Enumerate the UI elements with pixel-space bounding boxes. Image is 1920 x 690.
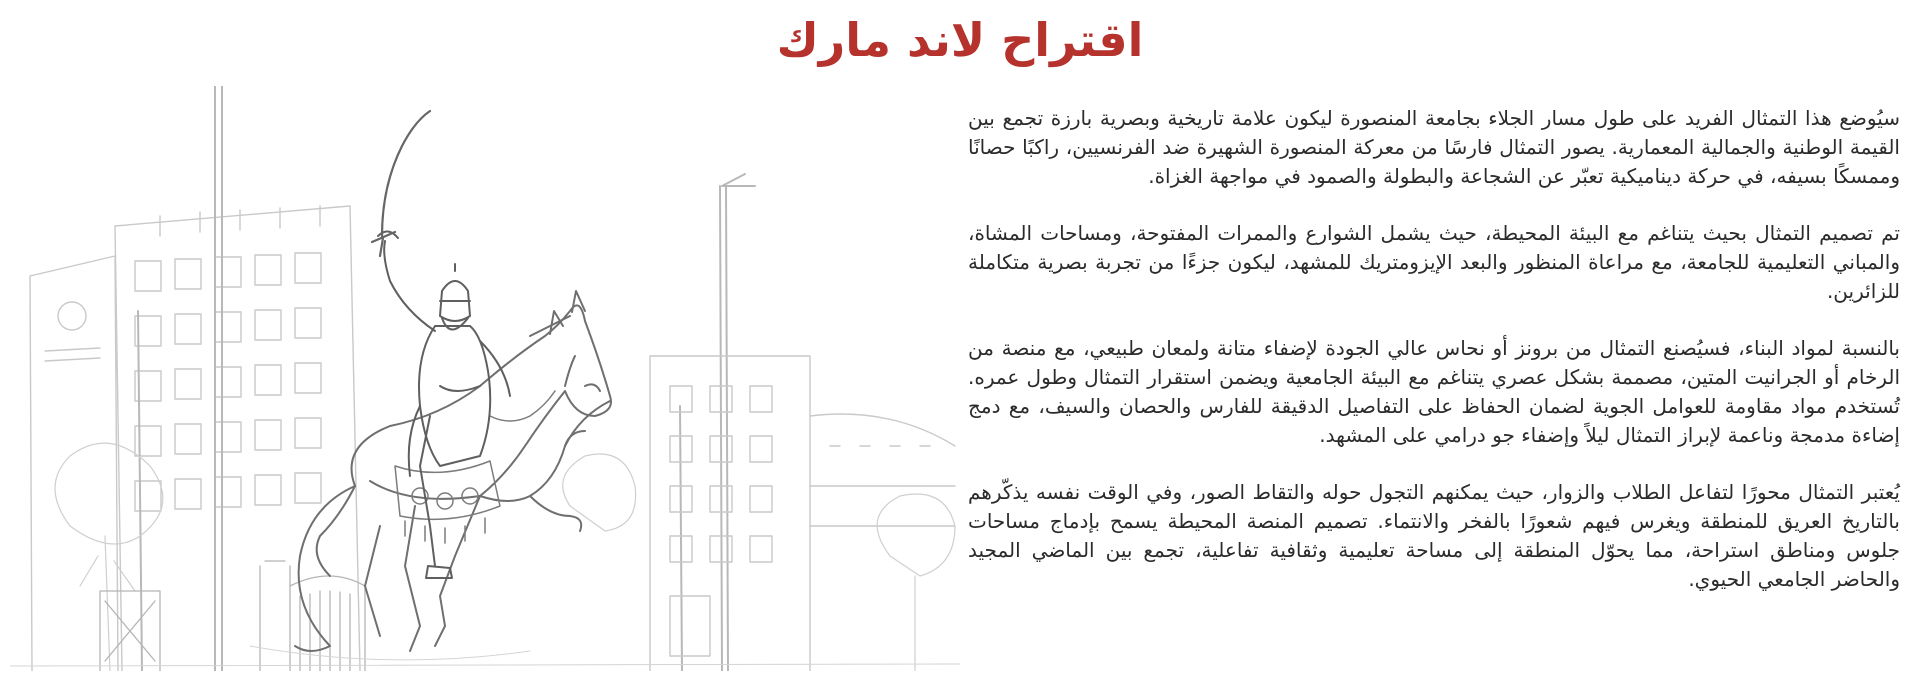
light-poles — [138, 86, 755, 671]
rider — [378, 231, 510, 578]
campus-building-right — [650, 356, 955, 671]
paragraph-location: سيُوضع هذا التمثال الفريد على طول مسار الجلاء بجامعة المنصورة ليكون علامة تاريخية وبصرية بارزة تجمع بين القيمة الوطنية والجمالية المعمارية. يصور التمثال فارسًا من معركة المنصورة الشهيرة ضد الفرنسيين، راكبًا حصانًا وممسكًا بسيفه، في حركة ديناميكية تعبّر عن الشجاعة والبطولة والصمود في مواجهة الغزاة. — [968, 106, 1900, 188]
page-title: اقتراح لاند مارك — [776, 13, 1144, 67]
paragraph-interaction: يُعتبر التمثال محورًا لتفاعل الطلاب والزوار، حيث يمكنهم التجول حوله والتقاط الصور، وفي الوقت نفسه يذكّرهم بالتاريخ العريق للمنطقة ويغرس فيهم شعورًا بالفخر والانتماء. تصميم المنصة المحيطة يسمح بإدماج مساحات جلوس ومناطق استراحة، مما يحوّل المنطقة إلى مساحة تعليمية وثقافية تفاعلية، تجمع بين الماضي المجيد والحاضر الجامعي الحيوي. — [968, 480, 1900, 591]
ground — [10, 646, 960, 666]
description-text — [968, 104, 1900, 622]
gate — [100, 561, 365, 671]
saddle-decorations — [395, 391, 555, 543]
equestrian-statue-sketch-icon — [10, 86, 960, 671]
paragraph-design: تم تصميم التمثال بحيث يتناغم مع البيئة المحيطة، حيث يشمل الشوارع والممرات المفتوحة، ومساحات المشاة، والمباني التعليمية للجامعة، مع مراعاة المنظور والبعد الإيزومتريك للمشهد، ليكون جزءًا من تجربة بصرية متكاملة للزائرين. — [968, 221, 1900, 303]
trees — [55, 443, 955, 671]
paragraph-materials: بالنسبة لمواد البناء، فسيُصنع التمثال من برونز أو نحاس عالي الجودة لإضفاء متانة ولمعان طبيعي، مع منصة من الرخام أو الجرانيت المتين، مصممة بشكل عصري يتناغم مع البيئة الجامعية ويضمن استقرار التمثال وطول عمره. تُستخدم مواد مقاومة للعوامل الجوية لضمان الحفاظ على التفاصيل الدقيقة للفارس والحصان والسيف، مع دمج إضاءة مدمجة وناعمة لإبراز التمثال ليلاً وإضفاء جو درامي على المشهد. — [968, 336, 1900, 447]
